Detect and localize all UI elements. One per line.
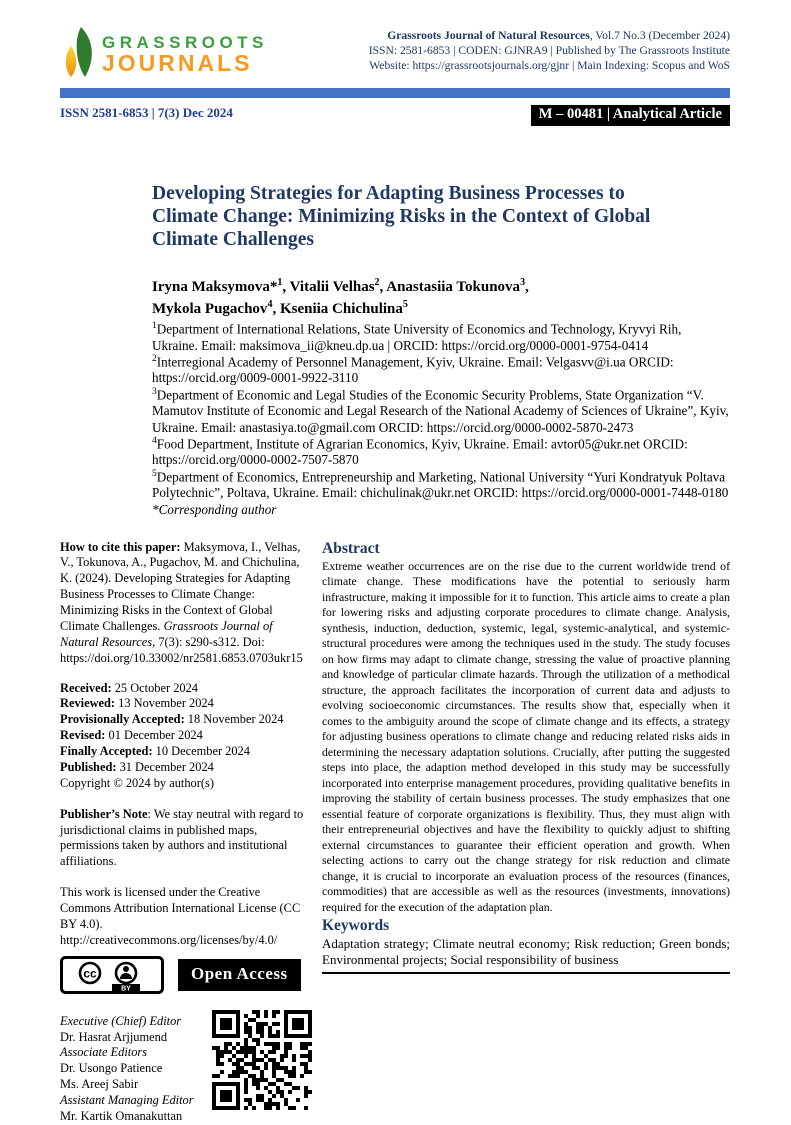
authors-line: Iryna Maksymova*$^1$, Vitalii Velhas$^2$, Anastasiia Tokunova$^3$, Mykola Pugachov$^4$, Kseniia Chichulina$^5$ bbox=[152, 277, 529, 317]
abstract-column bbox=[322, 540, 730, 1125]
editor-name: Dr. Usongo Patience bbox=[60, 1061, 163, 1076]
issn-label: ISSN 2581-6853 | 7(3) Dec 2024 bbox=[60, 105, 233, 120]
date-entry: Provisionally Accepted: 18 November 2024 bbox=[60, 712, 284, 727]
author-name: Mykola Pugachov bbox=[152, 300, 268, 317]
dates-list bbox=[60, 681, 312, 792]
license-statement: This work is licensed under the Creative Commons Attribution International License (CC BY 4.0). http://creativecommons.org/licenses/by/4.0/ bbox=[60, 885, 301, 947]
page-title: Developing Strategies for Adapting Business Processes to Climate Change: Minimizing Risks in the Context of Global Climate Challenges bbox=[152, 183, 651, 250]
journal-header bbox=[60, 26, 730, 83]
editor-role: Associate Editors bbox=[60, 1045, 148, 1060]
cc-by-badge-icon bbox=[60, 956, 164, 994]
date-entry: Finally Accepted: 10 December 2024 bbox=[60, 744, 250, 759]
author-name: Vitalii Velhas bbox=[289, 279, 375, 295]
keywords-text: Adaptation strategy; Climate neutral economy; Risk reduction; Green bonds; Environmental projects; Social responsibility of business bbox=[322, 936, 730, 968]
abstract-heading: Abstract bbox=[322, 539, 380, 557]
cite-label: How to cite this paper: bbox=[60, 539, 181, 554]
affiliation-entry: $^1$Department of International Relations, State University of Economics and Technology, Kryvyi Rih, Ukraine. Email: maksimova_ii@kneu.dp.ua | ORCID: https://orcid.org/0000-0001-9754-0414 bbox=[152, 321, 682, 353]
affiliation-entry: $^3$Department of Economic and Legal Studies of the Economic Security Problems, State Organization “V. Mamutov Institute of Economic and Legal Research of the National Academy of Sciences of Ukraine”, Kyiv, Ukraine. Email: anastasiya.to@gmail.com ORCID: https://orcid.org/0000-0002-5870-2473 bbox=[152, 386, 729, 435]
editors-list bbox=[60, 1010, 194, 1125]
journal-info-line2: ISSN: 2581-6853 | CODEN: GJNRA9 | Published by The Grassroots Institute bbox=[368, 43, 730, 57]
metadata-sidebar bbox=[60, 540, 312, 1125]
journal-info-line1 bbox=[369, 29, 730, 44]
editor-role: Executive (Chief) Editor bbox=[60, 1013, 182, 1028]
article-type-badge: M – 00481 | Analytical Article bbox=[531, 105, 730, 126]
leaf-logo-icon bbox=[60, 26, 98, 83]
journal-logo bbox=[60, 26, 268, 83]
editor-name: Mr. Kartik Omanakuttan bbox=[60, 1108, 183, 1123]
editor-role: Assistant Managing Editor bbox=[60, 1093, 194, 1108]
author-name: Anastasiia Tokunova bbox=[386, 279, 521, 295]
qr-code bbox=[212, 1010, 312, 1110]
journal-logo-text bbox=[102, 34, 268, 75]
affiliation-entry: $^5$Department of Economics, Entrepreneurship and Marketing, National University “Yuri Kondratyuk Poltava Polytechnic”, Poltava, Ukraine. Email: chichulinak@ukr.net ORCID: https://orcid.org/0000-0001-7448-0180 bbox=[152, 468, 729, 501]
date-entry: Received: 25 October 2024 bbox=[60, 680, 198, 695]
how-to-cite bbox=[60, 540, 312, 667]
journal-info-line3: Website: https://grassrootsjournals.org/gjnr | Main Indexing: Scopus and WoS bbox=[369, 58, 730, 72]
date-entry: Revised: 01 December 2024 bbox=[60, 728, 203, 743]
journal-volume: , Vol.7 No.3 (December 2024) bbox=[589, 29, 730, 42]
date-entry: Published: 31 December 2024 bbox=[60, 759, 214, 774]
publisher-note-label: Publisher’s Note bbox=[60, 806, 148, 821]
svg-text:cc: cc bbox=[83, 966, 97, 981]
author-name: Iryna Maksymova* bbox=[152, 279, 278, 295]
cite-journal-name: Grassroots Journal of Natural Resources, bbox=[60, 618, 273, 649]
logo-grassroots: GRASSROOTS bbox=[102, 33, 268, 52]
journal-info-block bbox=[369, 26, 730, 73]
affiliation-entry: $^4$Food Department, Institute of Agrarian Economics, Kyiv, Ukraine. Email: avtor05@ukr.net ORCID: https://orcid.org/0000-0002-7507-5870 bbox=[152, 435, 688, 468]
editor-name: Ms. Areej Sabir bbox=[60, 1077, 139, 1092]
corresponding-author-note: *Corresponding author bbox=[152, 501, 277, 517]
issn-row bbox=[60, 105, 730, 126]
title-block bbox=[152, 182, 729, 518]
content-columns bbox=[60, 540, 730, 1125]
editors-block bbox=[60, 1010, 312, 1125]
cite-text: Maksymova, I., Velhas, V., Tokunova, A., Pugachov, M. and Chichulina, K. (2024). Developing Strategies for Adapting Business Processes to Climate Change: Minimizing Risks in the Context of Global Climate Challenges. bbox=[60, 539, 301, 633]
logo-journals: JOURNALS bbox=[102, 50, 253, 76]
license-badges bbox=[60, 956, 312, 994]
header-divider-bar bbox=[60, 88, 730, 98]
cite-pages-doi: 7(3): s290-s312. Doi: https://doi.org/10.33002/nr2581.6853.0703ukr15 bbox=[60, 634, 303, 665]
affiliations-list bbox=[152, 321, 730, 502]
copyright-line: Copyright © 2024 by author(s) bbox=[60, 775, 214, 790]
publisher-note-text: : We stay neutral with regard to jurisdictional claims in published maps, permissions taken by authors and institutional affiliations. bbox=[60, 806, 304, 869]
section-end-rule bbox=[322, 972, 730, 974]
keywords-heading: Keywords bbox=[322, 917, 390, 935]
publisher-note bbox=[60, 807, 312, 871]
date-entry: Reviewed: 13 November 2024 bbox=[60, 696, 214, 711]
editor-name: Dr. Hasrat Arjjumend bbox=[60, 1029, 168, 1044]
affiliation-entry: $^2$Interregional Academy of Personnel Management, Kyiv, Ukraine. Email: Velgasvv@i.ua ORCID: https://orcid.org/0009-0001-9922-3110 bbox=[152, 353, 674, 386]
svg-text:BY: BY bbox=[121, 985, 131, 993]
abstract-text: Extreme weather occurrences are on the rise due to the current worldwide trend of climate change. These modifications have the potential to seriously harm infrastructure, making it impossible for it to function. This article aims to create a plan for lowering risks and adjusting corporate procedures to climate change. Analysis, synthesis, induction, deduction, systemic, legal, systemic-analytical, and systemic-structural procedures were among the techniques used in the study. The study focuses on how firms may adapt to climate change, stressing the value of proactive planning and knowledge of particular climate hazards. Through the utilization of a methodical structure, the approach facilitates the incorporation of current data and adjusts to evolving socioeconomic circumstances. The results show that, especially when it comes to the ambiguity around the scope of climate change and its effects, a strategy for adjusting business operations to climate change and reducing related risks aids in determining the necessary adaptation solutions. Crucially, after putting the suggested steps into place, the adaption method developed in this study may be successfully incorporated into enterprise management procedures, providing qualitative benefits in improving the stability of certain business processes. The study emphasizes that one essential feature of corporate organizations is flexibility. Thus, they must align with their entrepreneurial objectives and have the flexibility to quickly adjust to shifting external circumstances to guarantee their efficient operation and growth. When selecting actions to carry out the change strategy for risk reduction and climate change, it is crucial to incorporate an evaluation process of the resources (finances, commodities) that are accessible as well as the resources (investments, innovations) required for the execution of the adaptation plan. bbox=[322, 558, 730, 914]
author-name: Kseniia Chichulina bbox=[279, 300, 403, 317]
open-access-badge: Open Access bbox=[178, 959, 301, 991]
journal-name: Grassroots Journal of Natural Resources bbox=[387, 29, 590, 42]
